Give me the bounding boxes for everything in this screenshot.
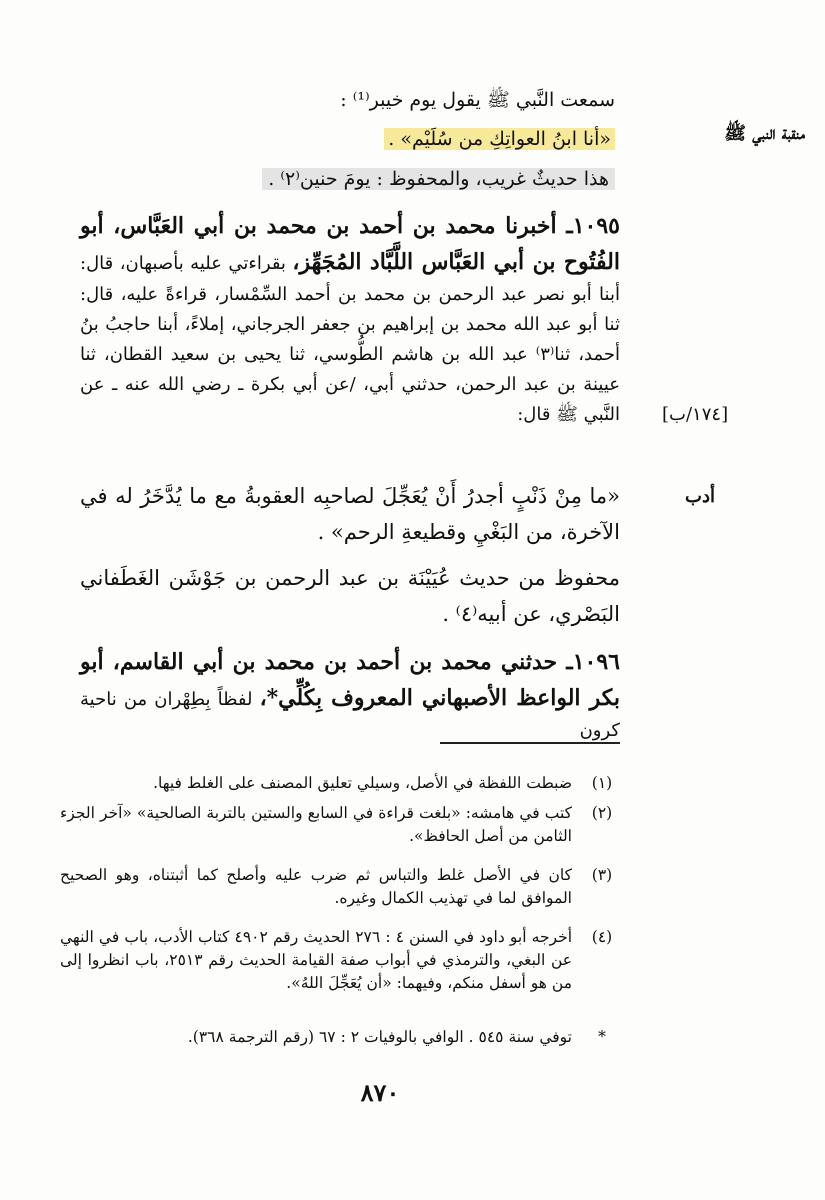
margin-topic-note: منقبة النبي ﷺ xyxy=(724,123,805,144)
footnote-number: (٣) xyxy=(591,866,613,884)
footnote-text: كتب في هامشه: «بلغت قراءة في السابع والستين بالتربة الصالحية» «آخر الجزء الثامن من أصل الحافظ». xyxy=(60,804,572,845)
highlighted-comment: هذا حديثٌ غريب، والمحفوظ : يومَ حنين⁽٢⁾ . xyxy=(262,168,615,190)
footnote-text: كان في الأصل غلط والتباس ثم ضرب عليه وأصلح كما أثبتناه، وهو الصحيح الموافق لما في تهذيب الكمال وغيره. xyxy=(60,866,572,907)
hadith-1096-tail: لفظاً بِطِهْران من ناحية كرون xyxy=(80,689,620,741)
hadith-1095-text: «ما مِنْ ذَنْبٍ أجدرُ أَنْ يُعَجِّلَ لصاحبِه العقوبةُ مع ما يُدَّخَرُ له في الآخرة، من البَغْيِ وقطيعةِ الرحم» . xyxy=(80,484,620,544)
footnote xyxy=(60,926,620,995)
intro-quote xyxy=(205,128,615,150)
footnote-text: ضبطت اللفظة في الأصل، وسيلي تعليق المصنف على الغلط فيها. xyxy=(153,774,572,792)
footnote-text: أخرجه أبو داود في السنن ٤ : ٢٧٦ الحديث رقم ٤٩٠٢ كتاب الأدب، باب في النهي عن البغي، والترمذي في أبواب صفة القيامة الحديث رقم ٢٥١٣، باب انظروا إلى من هو أسفل منكم، وفيهما: «أن يُعَجِّلَ اللهُ». xyxy=(60,928,572,992)
hadith-1095 xyxy=(80,208,620,430)
hadith-1096 xyxy=(80,644,620,746)
highlighted-quote: «أنا ابنُ العواتِكِ من سُلَيْم» . xyxy=(384,128,615,150)
hadith-1095-chain: بقراءتي عليه بأصبهان، قال: أبنا أبو نصر عبد الرحمن بن محمد بن أحمد السِّمْسار، قراءةً عليه، قال: ثنا أبو عبد الله محمد بن إبراهيم بن جعفر الجرجاني، إملاءً، أبنا حاجبُ بنُ أحمد، ثنا⁽٣⁾ عبد الله بن هاشم الطُّوسي، ثنا يحيى بن سعيد القطان، ثنا عيينة بن عبد الرحمن، حدثني أبي، /عن أبي بكرة ـ رضي الله عنه ـ عن النَّبي ﷺ قال: xyxy=(80,253,620,425)
margin-adab-note: أدب xyxy=(685,486,715,507)
page-number: ٨٧٠ xyxy=(360,1078,400,1107)
margin-folio-reference: [١٧٤/ب] xyxy=(662,404,729,425)
footnote xyxy=(60,1026,620,1049)
footnote-number: (١) xyxy=(591,774,613,792)
intro-comment xyxy=(205,168,615,190)
footnote-number: * xyxy=(598,1028,606,1046)
footnote-text: توفي سنة ٥٤٥ . الوافي بالوفيات ٢ : ٦٧ (رقم الترجمة ٣٦٨). xyxy=(187,1028,572,1046)
hadith-1096-heading: ١٠٩٦ـ حدثني محمد بن أحمد بن محمد بن أبي القاسم، أبو بكر الواعظ الأصبهاني المعروف بِكُلِّي*، xyxy=(80,649,620,711)
footnote-number: (٤) xyxy=(591,928,613,946)
footnote xyxy=(60,864,620,910)
footnote-number: (٢) xyxy=(591,804,613,822)
footnote xyxy=(60,802,620,848)
footnote xyxy=(60,772,620,795)
intro-line: سمعت النَّبي ﷺ يقول يوم خيبر⁽¹⁾ : xyxy=(340,89,615,111)
footnote-separator xyxy=(440,742,620,744)
hadith-1095-heading: ١٠٩٥ـ أخبرنا محمد بن أحمد بن محمد بن أبي العَبَّاس، أبو الفُتُوح بن أبي العَبَّاس اللَّبَّاد المُجَهِّز، xyxy=(80,213,620,275)
hadith-1095-grading: محفوظ من حديث عُيَيْنَة بن عبد الرحمن بن جَوْشَن الغَطَفاني البَصْري، عن أبيه⁽٤⁾ . xyxy=(80,566,620,626)
